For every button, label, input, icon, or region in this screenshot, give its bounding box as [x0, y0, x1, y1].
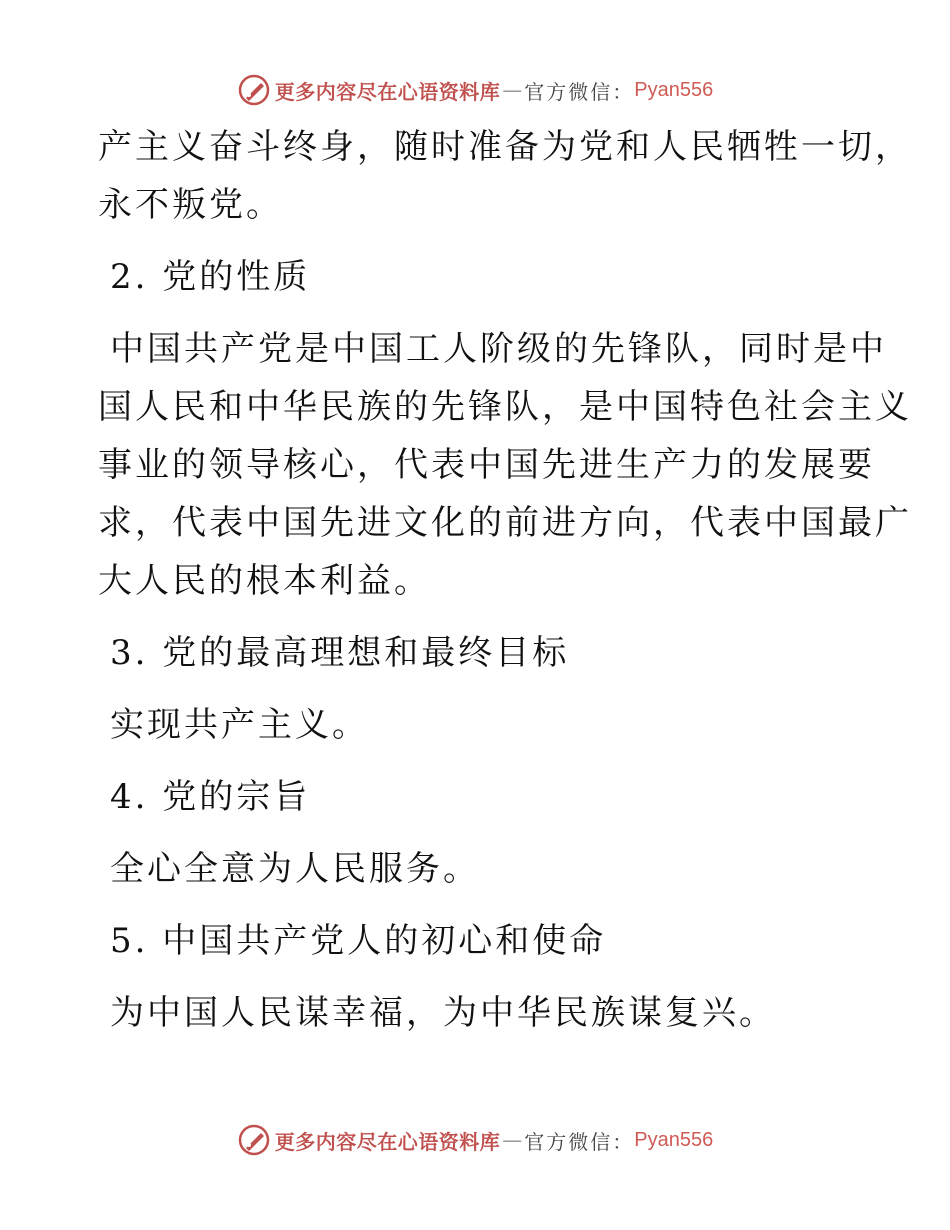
section-4-title: 4. 党的宗旨: [110, 777, 311, 817]
header-dash: —: [502, 78, 523, 102]
section-3-text: 实现共产主义。: [110, 705, 369, 745]
section-4-text: 全心全意为人民服务。: [110, 849, 480, 889]
section-2-title: 2. 党的性质: [110, 257, 311, 297]
section-2-line-2: 国人民和中华民族的先锋队，是中国特色社会主义: [98, 387, 912, 427]
intro-line-1: 产主义奋斗终身，随时准备为党和人民牺牲一切，: [98, 127, 912, 167]
footer-wechat-label: 官方微信：: [524, 1129, 635, 1154]
header-banner: [0, 68, 950, 112]
pen-logo-icon: [237, 73, 271, 107]
header-wechat-label: 官方微信：: [524, 79, 635, 104]
section-2-line-3: 事业的领导核心，代表中国先进生产力的发展要: [98, 445, 875, 485]
section-5-text: 为中国人民谋幸福，为中华民族谋复兴。: [110, 993, 776, 1033]
header-wechat-id: Pyan556: [634, 78, 714, 101]
intro-line-2: 永不叛党。: [98, 185, 283, 225]
section-2-line-5: 大人民的根本利益。: [98, 561, 431, 601]
section-3-title: 3. 党的最高理想和最终目标: [110, 633, 570, 673]
section-2-line-1: 中国共产党是中国工人阶级的先锋队，同时是中: [110, 329, 887, 369]
header-brand-text: 更多内容尽在心语资料库: [274, 79, 501, 104]
footer-dash: —: [502, 1128, 523, 1152]
footer-wechat-id: Pyan556: [634, 1128, 714, 1151]
section-2-line-4: 求，代表中国先进文化的前进方向，代表中国最广: [98, 503, 912, 543]
footer-banner: [0, 1118, 950, 1162]
pen-logo-icon: [237, 1123, 271, 1157]
footer-brand-text: 更多内容尽在心语资料库: [274, 1129, 501, 1154]
section-5-title: 5. 中国共产党人的初心和使命: [110, 921, 607, 961]
document-body: [98, 118, 912, 1042]
